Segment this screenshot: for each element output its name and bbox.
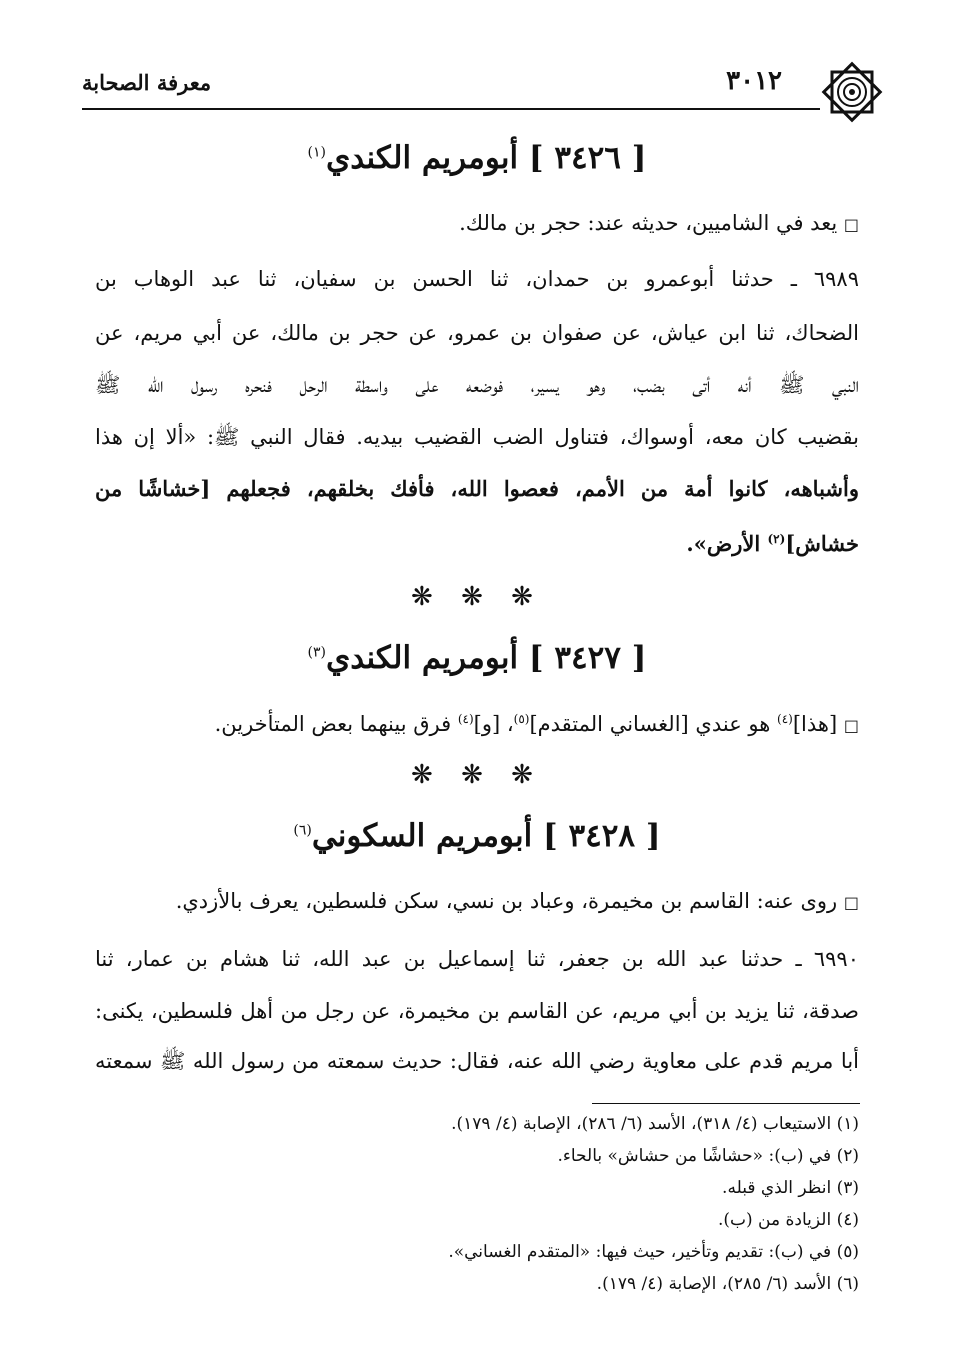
footnote-3: (٣) انظر الذي قبله. (722, 1178, 859, 1198)
square-marker-icon: □ (843, 893, 859, 912)
hadith-line-last (95, 524, 859, 559)
note-part: هو عندي [الغساني المتقدم] (529, 712, 771, 736)
entry-intro (95, 886, 859, 918)
square-marker-icon: □ (843, 716, 859, 735)
hadith-line: وأشباهه، كانوا أمة من الأمم، فعصوا الله، فأفك بخلقهم، فجعلهم [خشاشًا من (95, 476, 859, 501)
footnote-ref: (٢) (767, 532, 786, 546)
footnote-4: (٤) الزيادة من (ب). (717, 1210, 859, 1230)
hadith-line: ٦٩٩٠ ـ حدثنا عبد الله بن جعفر، ثنا إسماعيل بن عبد الله، ثنا هشام بن عمار، ثنا (95, 947, 859, 971)
entry-note (95, 704, 859, 741)
entry-heading-3428 (0, 818, 954, 854)
note-part: ، [و] (473, 712, 514, 736)
hadith-line: الضحاك، ثنا ابن عياش، عن صفوان بن عمرو، عن حجر بن مالك، عن أبي مريم، عن (95, 321, 859, 345)
footnote-ref: (٥) (513, 712, 530, 726)
hadith-line: بقضيب كان معه، أوسواك، فتناول الضب القضيب بيديه. فقال النبي ﷺ: «ألا إن هذا (95, 425, 859, 449)
footnote-ref: (٣) (307, 644, 327, 661)
islamic-star-ornament-icon (820, 60, 884, 124)
entry-heading-text: [ ٣٤٢٧ ] أبومريم الكندي (326, 640, 647, 676)
entry-heading-text: [ ٣٤٢٨ ] أبومريم السكوني (311, 818, 661, 854)
note-part: [هذا] (792, 712, 838, 736)
page-header (82, 58, 860, 110)
footnote-ref: (٦) (293, 822, 312, 839)
entry-intro (95, 208, 859, 240)
hadith-line: ٦٩٨٩ ـ حدثنا أبوعمرو بن حمدان، ثنا الحسن بن سفيان، ثنا عبد الوهاب بن (95, 267, 859, 291)
page-number: ٣٠١٢ (726, 66, 782, 96)
hadith-line-start: خشاش] (785, 531, 859, 556)
hadith-line-end: الأرض». (686, 531, 761, 556)
section-separator: ❋ ❋ ❋ (411, 582, 543, 612)
hadith-line: صدقة، ثنا يزيد بن أبي مريم، عن القاسم بن مخيمرة، عن رجل من أهل فلسطين، يكنى: (95, 999, 859, 1023)
footnote-divider (592, 1103, 860, 1104)
footnote-6: (٦) الأسد (٦/ ٢٨٥)، الإصابة (٤/ ١٧٩). (596, 1274, 859, 1294)
section-separator: ❋ ❋ ❋ (411, 760, 543, 790)
entry-heading-3426 (0, 140, 954, 176)
hadith-line: النبي ﷺ أنه أتى بضب، وهو يسير، فوضعه على واسطة الرحل فنحره رسول الله ﷺ (95, 373, 859, 397)
footnote-ref: (٤) (777, 712, 793, 726)
footnote-5: (٥) في (ب): تقديم وتأخير، حيث فيها: «المتقدم الغساني». (448, 1242, 859, 1262)
note-part: فرق بينهما بعض المتأخرين. (214, 712, 452, 736)
square-marker-icon: □ (843, 215, 859, 234)
footnote-ref: (٤) (457, 712, 474, 726)
entry-intro-text: روى عنه: القاسم بن مخيمرة، وعباد بن نسي، سكن فلسطين، يعرف بالأزدي. (175, 889, 838, 913)
running-title: معرفة الصحابة (82, 70, 212, 95)
entry-intro-text: يعد في الشاميين، حديثه عند: حجر بن مالك. (459, 211, 838, 235)
footnote-2: (٢) في (ب): «حشاشًا من حشاش» بالحاء. (557, 1146, 859, 1166)
footnote-ref: (١) (307, 144, 327, 161)
entry-heading-text: [ ٣٤٢٦ ] أبومريم الكندي (326, 140, 647, 176)
footnote-1: (١) الاستيعاب (٤/ ٣١٨)، الأسد (٦/ ٢٨٦)، الإصابة (٤/ ١٧٩). (451, 1114, 859, 1134)
hadith-line: أبا مريم قدم على معاوية رضي الله عنه، فقال: حديث سمعته من رسول الله ﷺ سمعته (95, 1049, 859, 1073)
entry-heading-3427 (0, 640, 954, 676)
